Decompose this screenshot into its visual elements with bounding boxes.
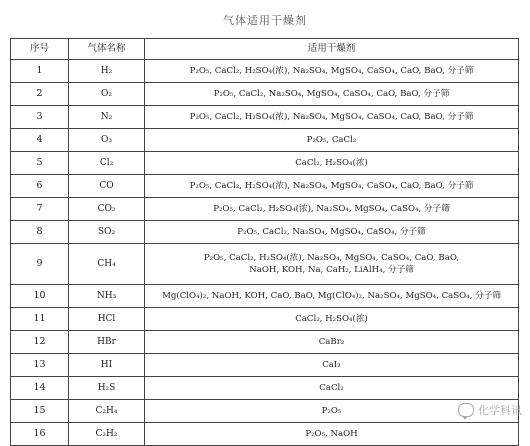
gas-name: N₂ [69,106,145,129]
row-index: 6 [11,175,69,198]
gas-name: HBr [69,331,145,354]
desiccant-list [145,198,519,221]
desiccant-line: CaCl₂, H₂SO₄(浓) [295,158,368,168]
table-row [11,423,519,446]
desiccant-list [145,285,519,308]
gas-name: O₂ [69,83,145,106]
table-row [11,285,519,308]
chat-bubble-icon [458,403,474,417]
desiccant-list [145,129,519,152]
desiccant-list [145,377,519,400]
table-row [11,60,519,83]
row-index: 2 [11,83,69,106]
gas-name: H₂ [69,60,145,83]
table-row [11,152,519,175]
table-row [11,400,519,423]
desiccant-line: P₂O₅, CaCl₂ [306,135,357,145]
gas-name: SO₂ [69,221,145,244]
desiccant-line: CaCl₂ [319,383,344,393]
desiccant-line: P₂O₅, CaCl₂, H₂SO₄(浓), Na₂SO₄, MgSO₄, CaSO₄, CaO, BaO, 分子筛 [189,66,474,76]
gas-name: O₃ [69,129,145,152]
table-row [11,198,519,221]
table-body [11,60,519,446]
header-index: 序号 [11,39,69,60]
gas-name: NH₃ [69,285,145,308]
row-index: 16 [11,423,69,446]
desiccant-line: CaBr₂ [318,337,345,347]
table-row [11,354,519,377]
row-index: 10 [11,285,69,308]
row-index: 7 [11,198,69,221]
gas-name: H₂S [69,377,145,400]
table-row [11,175,519,198]
desiccant-list [145,244,519,285]
desiccant-list [145,60,519,83]
desiccant-list [145,175,519,198]
table-caption: 气体适用干燥剂 [223,14,307,27]
row-index: 11 [11,308,69,331]
desiccant-list [145,221,519,244]
desiccant-list [145,106,519,129]
desiccant-list [145,354,519,377]
gas-name: CO [69,175,145,198]
row-index: 1 [11,60,69,83]
watermark [458,402,522,418]
gas-name: CH₄ [69,244,145,285]
row-index: 14 [11,377,69,400]
desiccant-line: Mg(ClO₄)₂, NaOH, KOH, CaO, BaO, Mg(ClO₄)₂, Na₂SO₄, MgSO₄, CaSO₄, 分子筛 [162,291,501,301]
table-row [11,308,519,331]
desiccant-list [145,83,519,106]
desiccant-line: P₂O₅, CaCl₂, H₂SO₄(浓), Na₂SO₄, MgSO₄, CaSO₄, CaO, BaO, [203,253,460,263]
desiccant-list [145,152,519,175]
gas-name: HCl [69,308,145,331]
table-row [11,331,519,354]
desiccant-line: P₂O₅, NaOH [305,429,358,439]
row-index: 9 [11,244,69,285]
desiccant-list [145,308,519,331]
table-row [11,129,519,152]
gas-name: C₂H₂ [69,423,145,446]
table-row [11,83,519,106]
desiccant-line: NaOH, KOH, Na, CaH₂, LiAlH₄, 分子筛 [249,265,414,275]
row-index: 5 [11,152,69,175]
row-index: 3 [11,106,69,129]
row-index: 8 [11,221,69,244]
header-desiccant: 适用干燥剂 [145,39,519,60]
desiccant-line: P₂O₅, CaCl₂, Na₂SO₄, MgSO₄, CaSO₄, 分子筛 [237,227,426,237]
desiccant-line: P₂O₅ [321,406,342,416]
row-index: 15 [11,400,69,423]
gas-name: Cl₂ [69,152,145,175]
desiccant-list [145,331,519,354]
gas-name: HI [69,354,145,377]
desiccant-line: P₂O₅, CaCl₂, H₂SO₄(浓), Na₂SO₄, MgSO₄, CaSO₄, 分子筛 [213,204,450,214]
row-index: 12 [11,331,69,354]
table-row [11,377,519,400]
desiccant-line: P₂O₅, CaCl₂, Na₂SO₄, MgSO₄, CaSO₄, CaO, BaO, 分子筛 [213,89,450,99]
desiccant-line: CaCl₂, H₂SO₄(浓) [295,314,368,324]
desiccant-line: P₂O₅, CaCl₂, H₂SO₄(浓), Na₂SO₄, MgSO₄, CaSO₄, CaO, BaO, 分子筛 [189,112,474,122]
gas-name: C₂H₄ [69,400,145,423]
desiccant-line: P₂O₅, CaCl₂, H₂SO₄(浓), Na₂SO₄, MgSO₄, CaSO₄, CaO, BaO, 分子筛 [189,181,474,191]
header-gas-name: 气体名称 [69,39,145,60]
row-index: 13 [11,354,69,377]
gas-name: CO₂ [69,198,145,221]
desiccant-list [145,423,519,446]
table-row [11,106,519,129]
table-row [11,244,519,285]
desiccant-table [10,38,519,446]
watermark-text: 化学科讯 [478,404,522,417]
desiccant-line: CaI₂ [322,360,341,370]
header-row [11,39,519,60]
table-row [11,221,519,244]
row-index: 4 [11,129,69,152]
